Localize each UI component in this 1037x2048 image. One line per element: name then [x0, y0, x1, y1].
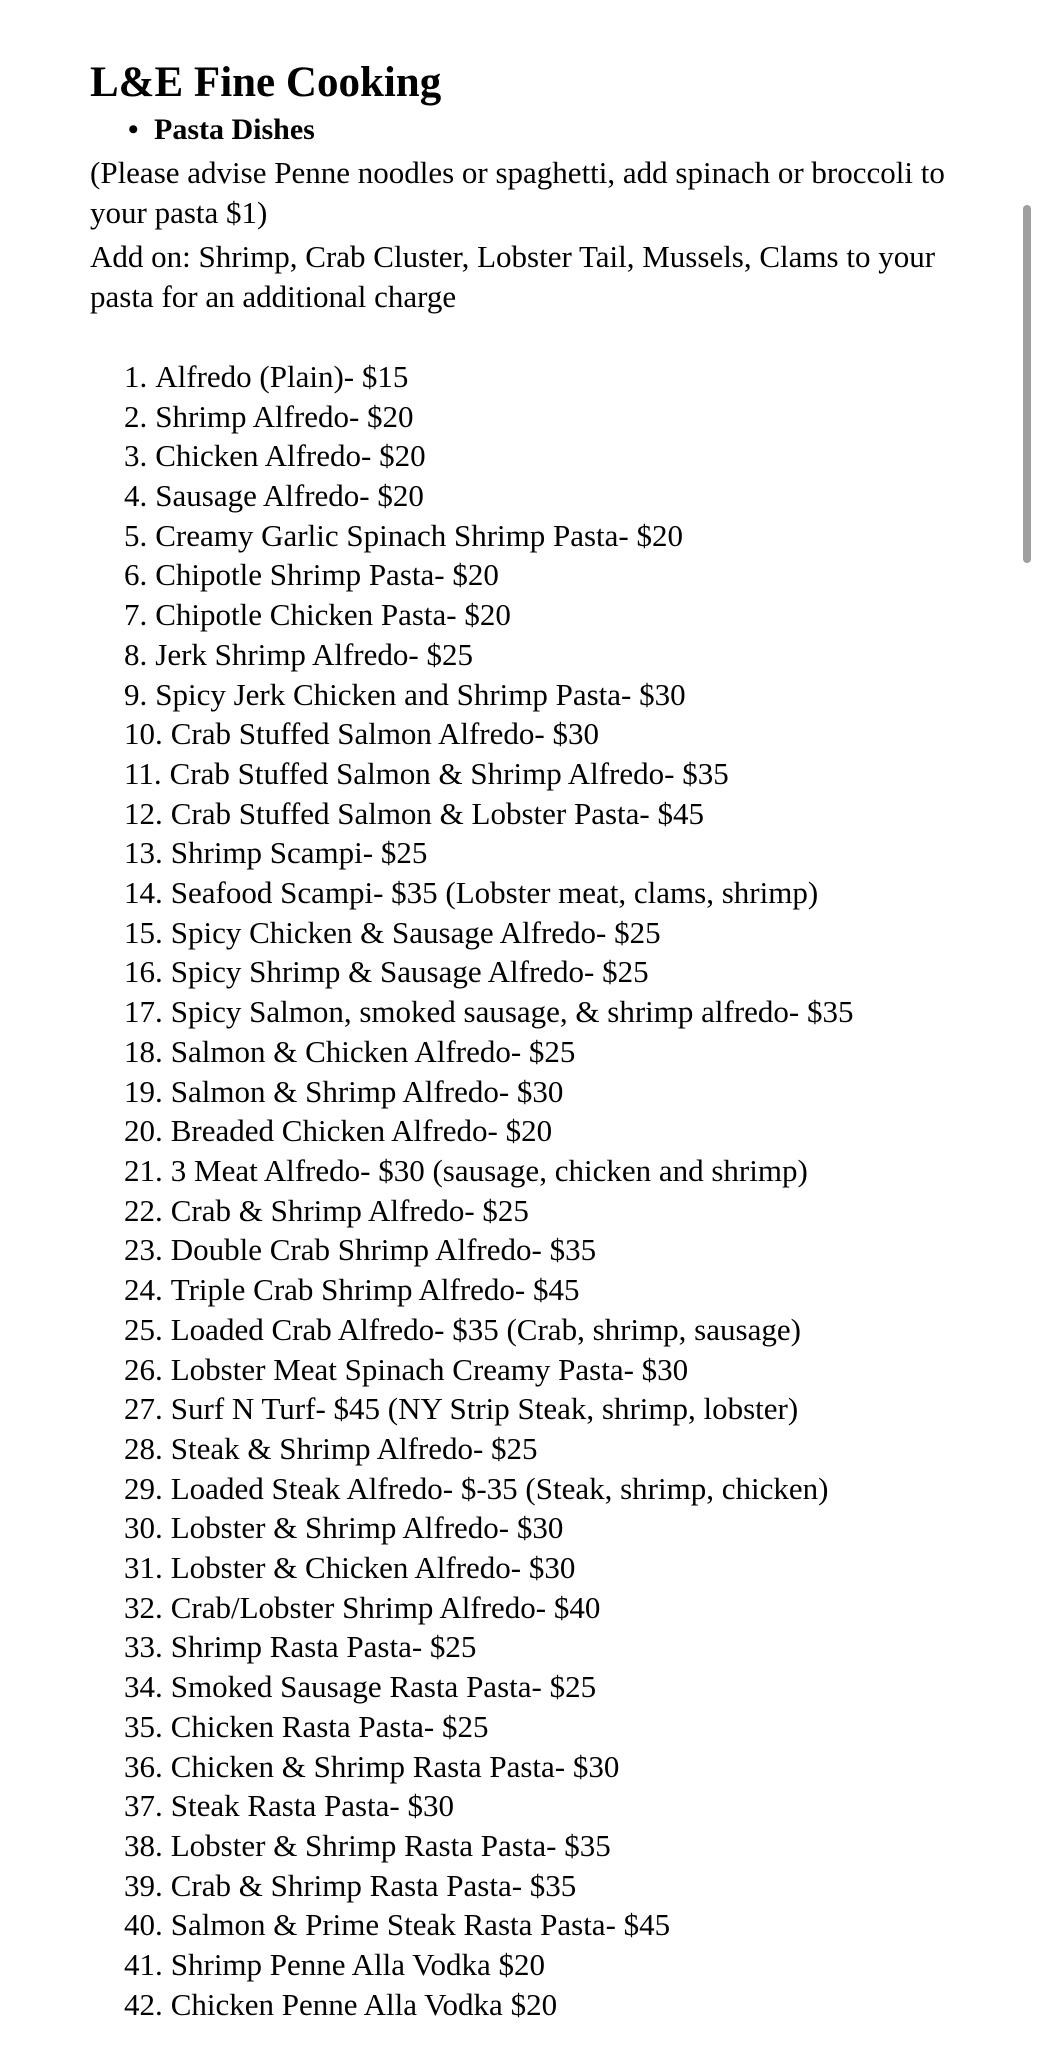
menu-item-text: Salmon & Chicken Alfredo- $25: [170, 1033, 576, 1069]
menu-item-number: 6.: [124, 557, 148, 593]
menu-item-number: 4.: [124, 478, 148, 514]
menu-item-text: Seafood Scampi- $35 (Lobster meat, clams, shrimp): [170, 875, 819, 911]
menu-item: [124, 794, 990, 834]
menu-item-text: Crab Stuffed Salmon & Lobster Pasta- $45: [170, 795, 705, 831]
menu-item-number: 24.: [124, 1272, 163, 1308]
menu-item: [124, 1548, 990, 1588]
menu-item-number: 23.: [124, 1232, 163, 1268]
menu-item-number: 7.: [124, 597, 148, 633]
menu-item: [124, 1588, 990, 1628]
menu-item: [124, 833, 990, 873]
menu-item-number: 9.: [124, 676, 148, 712]
menu-item: [124, 1270, 990, 1310]
menu-item: [124, 397, 990, 437]
menu-item: [124, 1707, 990, 1747]
menu-item-text: Breaded Chicken Alfredo- $20: [170, 1113, 553, 1149]
menu-item: [124, 1151, 990, 1191]
menu-item-text: Chipotle Shrimp Pasta- $20: [155, 557, 499, 593]
menu-item-number: 35.: [124, 1708, 163, 1744]
menu-item-text: Chicken Alfredo- $20: [155, 438, 426, 474]
menu-item-number: 30.: [124, 1510, 163, 1546]
section-list: [90, 111, 990, 149]
menu-item-number: 34.: [124, 1669, 163, 1705]
menu-item-number: 36.: [124, 1748, 163, 1784]
menu-item: [124, 476, 990, 516]
menu-item-text: Triple Crab Shrimp Alfredo- $45: [170, 1272, 580, 1308]
menu-item: [124, 873, 990, 913]
menu-item-number: 10.: [124, 716, 163, 752]
menu-item: [124, 1469, 990, 1509]
document-page: [90, 58, 990, 2024]
menu-item-number: 12.: [124, 795, 163, 831]
menu-item: [124, 952, 990, 992]
menu-item-text: Lobster Meat Spinach Creamy Pasta- $30: [170, 1351, 689, 1387]
menu-item: [124, 1905, 990, 1945]
menu-item-text: Chicken Penne Alla Vodka $20: [170, 1986, 558, 2022]
menu-item-text: Chipotle Chicken Pasta- $20: [155, 597, 511, 633]
menu-item-text: Lobster & Shrimp Alfredo- $30: [170, 1510, 564, 1546]
menu-item: [124, 1429, 990, 1469]
menu-item-text: Salmon & Prime Steak Rasta Pasta- $45: [170, 1907, 671, 1943]
menu-item-number: 33.: [124, 1629, 163, 1665]
scrollbar-thumb[interactable]: [1023, 205, 1031, 563]
menu-item-number: 25.: [124, 1311, 163, 1347]
menu-item-number: 16.: [124, 954, 163, 990]
menu-item-number: 41.: [124, 1947, 163, 1983]
menu-item-number: 18.: [124, 1033, 163, 1069]
menu-item-text: Crab Stuffed Salmon Alfredo- $30: [170, 716, 599, 752]
menu-item-text: Surf N Turf- $45 (NY Strip Steak, shrimp, lobster): [170, 1391, 799, 1427]
menu-item: [124, 1866, 990, 1906]
menu-item: [124, 714, 990, 754]
menu-item-number: 5.: [124, 517, 148, 553]
menu-item-text: Chicken & Shrimp Rasta Pasta- $30: [170, 1748, 620, 1784]
menu-item-text: Shrimp Alfredo- $20: [155, 398, 414, 434]
menu-item-number: 11.: [124, 755, 162, 791]
menu-item-text: Smoked Sausage Rasta Pasta- $25: [170, 1669, 597, 1705]
menu-item: [124, 1786, 990, 1826]
menu-item-text: Crab/Lobster Shrimp Alfredo- $40: [170, 1589, 601, 1625]
menu-item-number: 2.: [124, 398, 148, 434]
menu-item-number: 27.: [124, 1391, 163, 1427]
menu-item: [124, 1072, 990, 1112]
menu-item-text: Alfredo (Plain)- $15: [155, 358, 409, 394]
menu-item: [124, 1389, 990, 1429]
menu-item-number: 26.: [124, 1351, 163, 1387]
menu-item-text: Lobster & Shrimp Rasta Pasta- $35: [170, 1827, 611, 1863]
menu-item-text: Loaded Steak Alfredo- $-35 (Steak, shrimp, chicken): [170, 1470, 829, 1506]
menu-item: [124, 516, 990, 556]
menu-item-number: 13.: [124, 835, 163, 871]
menu-item: [124, 754, 990, 794]
page-title: L&E Fine Cooking: [90, 59, 442, 106]
menu-item-text: Steak Rasta Pasta- $30: [170, 1788, 455, 1824]
menu-item: [124, 1191, 990, 1231]
menu-item-number: 22.: [124, 1192, 163, 1228]
menu-item: [124, 1985, 990, 2025]
menu-item-text: Lobster & Chicken Alfredo- $30: [170, 1550, 576, 1586]
menu-item-text: Spicy Chicken & Sausage Alfredo- $25: [170, 914, 661, 950]
menu-item-text: Jerk Shrimp Alfredo- $25: [155, 636, 473, 672]
menu-item: [124, 635, 990, 675]
menu-item-number: 14.: [124, 875, 163, 911]
menu-item: [124, 913, 990, 953]
menu-item-number: 42.: [124, 1986, 163, 2022]
menu-list: [90, 357, 990, 2025]
menu-item-text: 3 Meat Alfredo- $30 (sausage, chicken and shrimp): [170, 1153, 808, 1188]
menu-item: [124, 1747, 990, 1787]
menu-item: [124, 1627, 990, 1667]
penne-spaghetti-note: (Please advise Penne noodles or spaghetti, add spinach or broccoli to your pasta $1): [90, 154, 945, 230]
menu-item-text: Spicy Jerk Chicken and Shrimp Pasta- $30: [155, 676, 686, 712]
menu-item-number: 37.: [124, 1788, 163, 1824]
menu-item-text: Shrimp Rasta Pasta- $25: [170, 1629, 477, 1665]
menu-item: [124, 357, 990, 397]
menu-item-text: Shrimp Penne Alla Vodka $20: [170, 1947, 546, 1983]
menu-item: [124, 675, 990, 715]
menu-item-number: 3.: [124, 438, 148, 474]
menu-item-text: Steak & Shrimp Alfredo- $25: [170, 1430, 538, 1466]
menu-item: [124, 436, 990, 476]
menu-item-number: 8.: [124, 636, 148, 672]
menu-item-text: Crab Stuffed Salmon & Shrimp Alfredo- $35: [169, 755, 729, 791]
menu-item-text: Double Crab Shrimp Alfredo- $35: [170, 1232, 597, 1268]
menu-item-number: 17.: [124, 994, 163, 1030]
add-on-note: Add on: Shrimp, Crab Cluster, Lobster Tail, Mussels, Clams to your pasta for an additional charge: [90, 238, 936, 314]
menu-item-number: 28.: [124, 1430, 163, 1466]
menu-item-text: Sausage Alfredo- $20: [155, 478, 424, 514]
menu-item: [124, 1667, 990, 1707]
menu-item-text: Chicken Rasta Pasta- $25: [170, 1708, 489, 1744]
menu-item-number: 1.: [124, 358, 148, 394]
menu-item-number: 32.: [124, 1589, 163, 1625]
menu-item-number: 40.: [124, 1907, 163, 1943]
menu-item-text: Salmon & Shrimp Alfredo- $30: [170, 1073, 564, 1109]
menu-item: [124, 1508, 990, 1548]
menu-item-number: 19.: [124, 1073, 163, 1109]
menu-item: [124, 1111, 990, 1151]
menu-item: [124, 1945, 990, 1985]
menu-item-number: 20.: [124, 1113, 163, 1149]
menu-item: [124, 1826, 990, 1866]
menu-item-number: 39.: [124, 1867, 163, 1903]
menu-item-number: 21.: [124, 1153, 163, 1188]
section-heading: [128, 111, 990, 149]
menu-item-text: Crab & Shrimp Rasta Pasta- $35: [170, 1867, 577, 1903]
menu-item-text: Spicy Salmon, smoked sausage, & shrimp alfredo- $35: [170, 994, 854, 1030]
menu-item-number: 38.: [124, 1827, 163, 1863]
menu-item: [124, 1310, 990, 1350]
menu-item-text: Crab & Shrimp Alfredo- $25: [170, 1192, 529, 1228]
menu-item-text: Spicy Shrimp & Sausage Alfredo- $25: [170, 954, 649, 990]
menu-item: [124, 1350, 990, 1390]
menu-item: [124, 1230, 990, 1270]
menu-item: [124, 595, 990, 635]
menu-item-number: 15.: [124, 914, 163, 950]
bullet-icon: •: [128, 113, 139, 147]
menu-item: [124, 992, 990, 1032]
menu-item-text: Creamy Garlic Spinach Shrimp Pasta- $20: [155, 517, 684, 553]
menu-item-text: Shrimp Scampi- $25: [170, 835, 428, 871]
menu-item-text: Loaded Crab Alfredo- $35 (Crab, shrimp, sausage): [170, 1311, 801, 1347]
menu-item-number: 31.: [124, 1550, 163, 1586]
section-heading-label: Pasta Dishes: [154, 113, 315, 147]
menu-item: [124, 1032, 990, 1072]
menu-item-number: 29.: [124, 1470, 163, 1506]
menu-item: [124, 555, 990, 595]
